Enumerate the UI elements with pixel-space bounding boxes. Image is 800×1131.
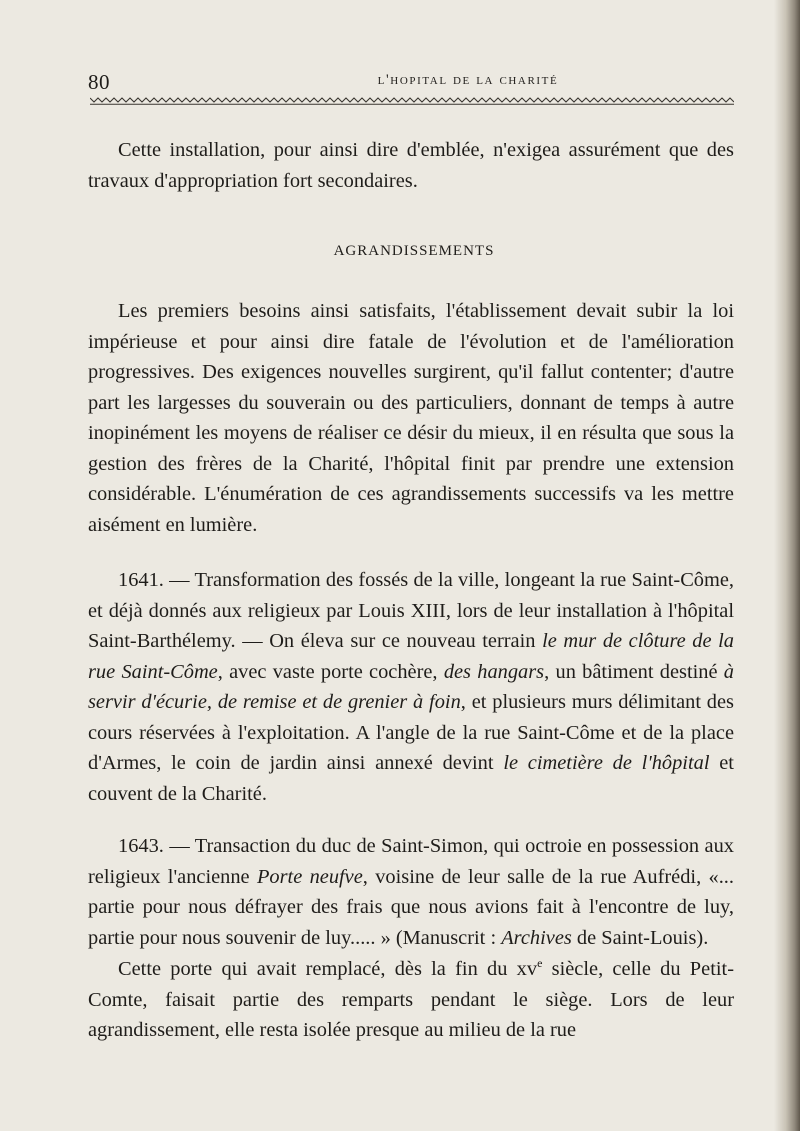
section-heading: AGRANDISSEMENTS [333,243,495,259]
italic-run: Porte neufve [256,865,363,888]
paragraph-1641 [88,565,734,809]
text-run: 1641. — Transformation des fossés de la ville, longeant la rue Saint-Côme, et déjà donnés aux religieux par Louis XIII, lors de leur installation à l'hôpital Saint-Barthélemy. — On éleva sur ce nouveau terrain [88,569,734,652]
superscript: e [537,956,543,971]
text-run: siècle, celle du Petit-Comte, faisait partie des remparts pendant le siège. Lors de leur agrandissement, elle resta isolée presque au milieu de la rue [88,958,734,1041]
text-run: , un bâtiment destiné [544,660,724,683]
text-run: , avec vaste porte cochère, [217,660,444,683]
paragraph-porte [88,954,734,1046]
text-run: de Saint-Louis). [571,926,709,949]
italic-run: Archives [501,926,572,949]
italic-run: le cimetière de l'hôpital [503,752,710,774]
running-head [88,62,736,92]
text-run: et couvent de la Charité. [88,752,734,805]
italic-run: des hangars [443,660,545,683]
text-run: Cette porte qui avait remplacé, dès la fin du xv [118,958,538,980]
text-body [88,135,734,1046]
paragraph-1: Les premiers besoins ainsi satisfaits, l'établissement devait subir la loi impérieuse et pour ainsi dire fatale de l'évolution et de l'amélioration progressives. Des exigences nouvelles surgirent, qu'il fallut contenter; d'autre part les largesses du souverain ou des particuliers, donnant de temps à autre inopinément les moyens de réaliser ce désir du mieux, il en résulta que sous la gestion des frères de la Charité, l'hôpital finit par prendre une extension considérable. L'énumération de ces agrandissements successifs va les mettre aisément en lumière. [88,300,734,536]
italic-run: le mur de clôture de la rue Saint-Côme [88,630,734,683]
ornamental-rule [90,97,734,105]
text-run: 1643. — Transaction du duc de Saint-Simon, qui octroie en possession aux religieux l'ancienne [88,835,734,888]
paragraph-1643 [88,831,734,953]
paragraph-intro: Cette installation, pour ainsi dire d'emblée, n'exigea assurément que des travaux d'appropriation fort secondaires. [88,139,734,192]
text-run: , et plusieurs murs délimitant des cours réservées à l'exploitation. A l'angle de la rue Saint-Côme et de la place d'Armes, le coin de jardin ainsi annexé devint [88,691,734,774]
text-run: , voisine de leur salle de la rue Aufrédi, «... partie pour nous défrayer des frais que nous avions fait à l'encontre de luy, partie pour nous souvenir de luy..... » (Manuscrit : [88,865,735,949]
page-edge-shadow [774,0,800,1131]
page-number: 80 [88,70,110,94]
italic-run: à servir d'écurie, de remise et de grenier à foin [88,660,734,713]
running-title: l'hopital de la charité [377,72,559,88]
